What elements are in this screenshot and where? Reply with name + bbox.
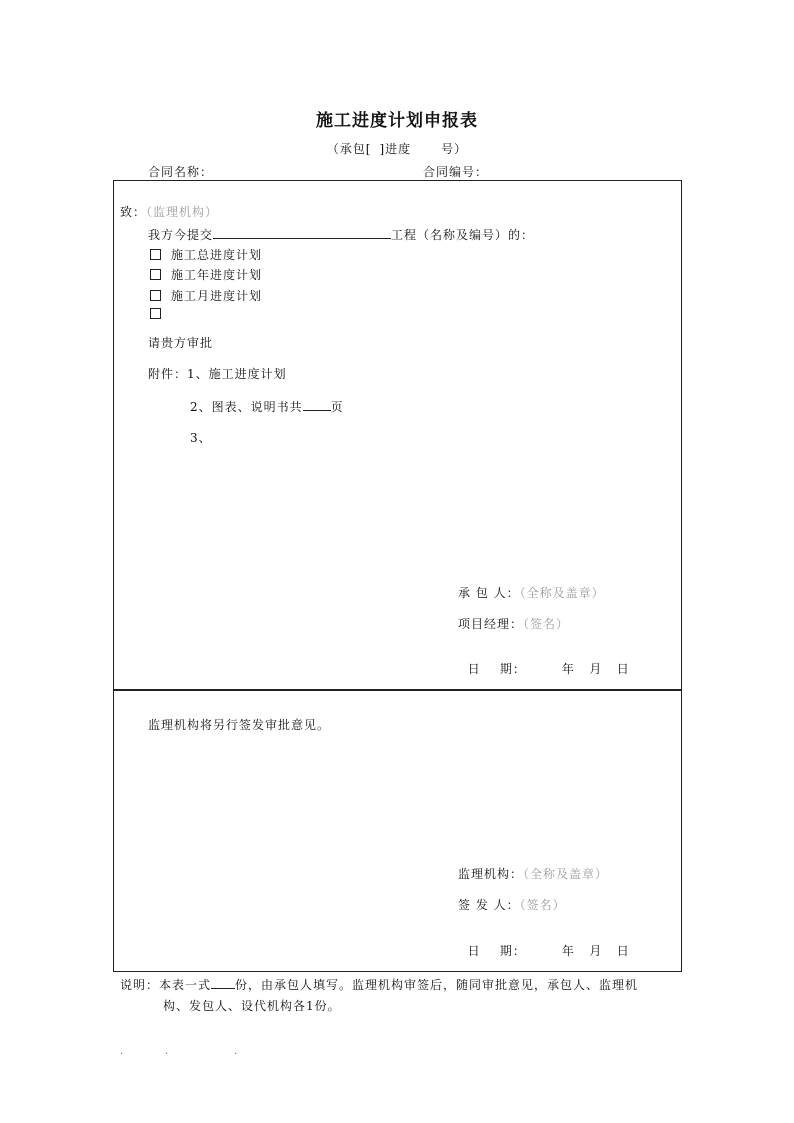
supervision-date-line — [458, 928, 630, 959]
note-line-1 — [120, 976, 638, 993]
attachment-line-2 — [190, 398, 344, 415]
contractor-date-value: 年 月 日 — [561, 662, 630, 676]
project-name-blank[interactable] — [213, 226, 391, 239]
checkbox[interactable] — [150, 249, 161, 260]
signer-line — [458, 896, 566, 913]
option-item[interactable] — [150, 287, 262, 304]
attachments-label: 附件： — [148, 367, 188, 381]
option-item[interactable] — [150, 266, 262, 283]
subtitle-close: 号） — [441, 142, 468, 156]
contractor-date-label: 日 期： — [467, 662, 526, 676]
option-label: 施工年进度计划 — [171, 268, 263, 282]
note-suffix: 份，由承包人填写。监理机构审签后，随同审批意见，承包人、监理机 — [235, 978, 639, 992]
option-label: 施工总进度计划 — [171, 248, 263, 262]
addressee-hint: （监理机构） — [146, 205, 219, 219]
attachment-line-1 — [148, 365, 287, 382]
project-manager-hint: （签名） — [523, 617, 570, 631]
contract-name-label: 合同名称： — [148, 165, 214, 179]
attachment-item-2-prefix: 2、图表、说明书共 — [190, 400, 303, 414]
addressee-line — [120, 203, 218, 220]
contractor-label: 承 包 人： — [458, 586, 520, 600]
checkbox[interactable] — [150, 290, 161, 301]
submit-suffix: 工程（名称及编号）的： — [391, 228, 535, 242]
form-title: 施工进度计划申报表 — [316, 111, 478, 131]
supervision-date-label: 日 期： — [467, 944, 526, 958]
addressee-label: 致： — [120, 205, 147, 219]
form-subtitle — [0, 140, 794, 157]
supervision-text: 监理机构将另行签发审批意见。 — [148, 718, 331, 732]
note-prefix: 说明：本表一式 — [120, 978, 212, 992]
note-line-2: 构、发包人、设代机构各1份。 — [163, 999, 341, 1013]
checkbox[interactable] — [150, 308, 161, 319]
option-item[interactable] — [150, 246, 262, 263]
subtitle-open: （承包[ — [326, 142, 372, 156]
project-manager-label: 项目经理： — [458, 617, 524, 631]
contractor-date-line — [458, 646, 630, 677]
supervision-date-value: 年 月 日 — [561, 944, 630, 958]
contractor-hint: （全称及盖章） — [519, 586, 605, 600]
option-label: 施工月进度计划 — [171, 289, 263, 303]
contractor-line — [458, 584, 605, 601]
submit-line — [148, 226, 534, 243]
supervision-org-hint: （全称及盖章） — [523, 867, 609, 881]
footer-dot: . — [165, 1046, 169, 1057]
supervision-org-line — [458, 865, 608, 882]
option-item[interactable] — [150, 307, 171, 321]
subtitle-mid: ]进度 — [379, 142, 412, 156]
signer-label: 签 发 人： — [458, 898, 520, 912]
signer-hint: （签名） — [519, 898, 566, 912]
footer-dot: . — [120, 1046, 124, 1057]
attachment-item-1: 1、施工进度计划 — [187, 367, 287, 381]
page-count-blank[interactable] — [303, 398, 331, 411]
checkbox[interactable] — [150, 269, 161, 280]
attachment-item-3: 3、 — [190, 431, 212, 445]
contract-number-label: 合同编号： — [423, 165, 489, 179]
request-text: 请贵方审批 — [148, 336, 214, 350]
submit-prefix: 我方今提交 — [148, 228, 214, 242]
copies-blank[interactable] — [211, 976, 235, 989]
project-manager-line — [458, 615, 569, 632]
footer-dot: . — [234, 1046, 238, 1057]
supervision-org-label: 监理机构： — [458, 867, 524, 881]
attachment-item-2-suffix: 页 — [330, 400, 344, 414]
